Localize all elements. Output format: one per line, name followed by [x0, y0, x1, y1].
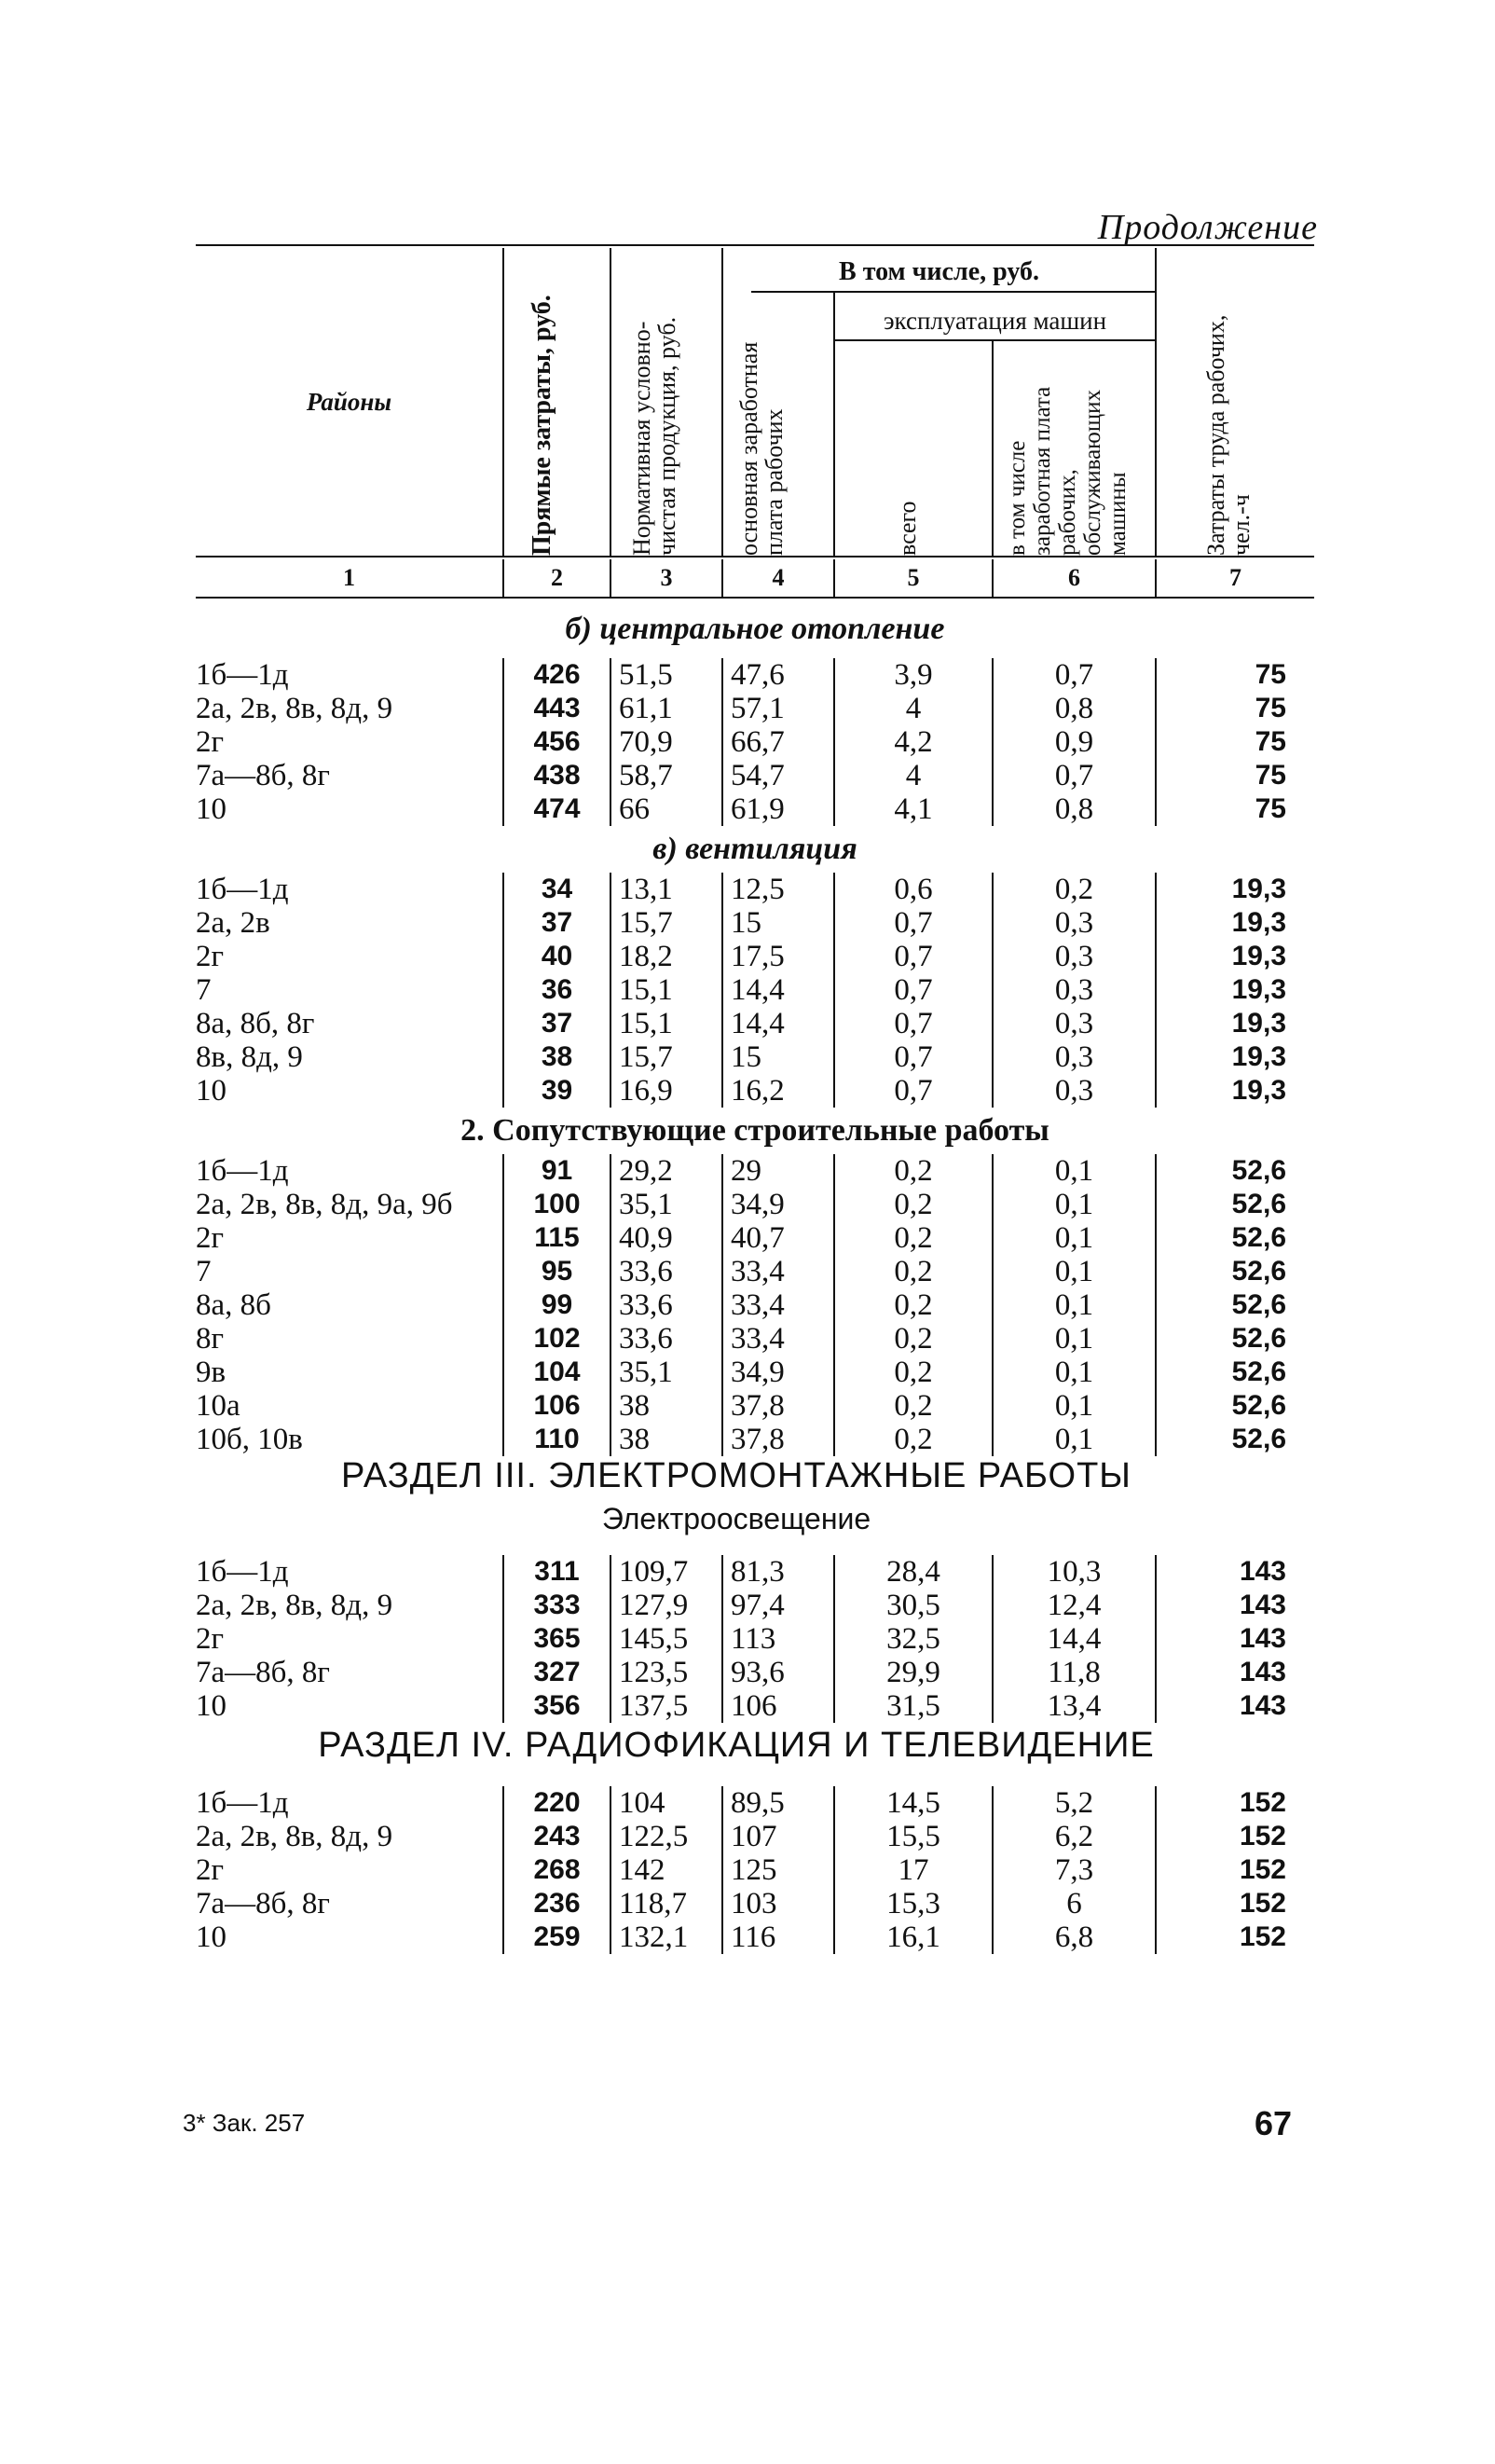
value-cell: 0,1 [993, 1255, 1156, 1288]
section-heading-row [196, 1456, 1314, 1555]
value-cell: 132,1 [610, 1920, 722, 1954]
value-cell: 12,4 [993, 1589, 1156, 1622]
value-cell: 236 [503, 1887, 610, 1920]
table-row [196, 1221, 1314, 1255]
value-cell: 3,9 [834, 658, 993, 692]
column-number: 6 [993, 559, 1156, 598]
region-cell: 2а, 2в, 8в, 8д, 9 [196, 1589, 503, 1622]
value-cell: 0,9 [993, 725, 1156, 759]
value-cell: 103 [722, 1887, 834, 1920]
section-title: б) центральное отопление [565, 612, 945, 646]
value-cell: 16,9 [610, 1074, 722, 1108]
region-cell: 2г [196, 1853, 503, 1887]
value-cell: 0,3 [993, 1007, 1156, 1040]
continuation-label: Продолжение [1097, 208, 1318, 247]
value-cell: 93,6 [722, 1656, 834, 1689]
value-cell: 0,2 [834, 1188, 993, 1221]
value-cell: 474 [503, 792, 610, 826]
value-cell: 0,2 [834, 1154, 993, 1188]
value-cell: 0,1 [993, 1154, 1156, 1188]
value-cell: 52,6 [1231, 1289, 1286, 1320]
value-cell: 11,8 [993, 1656, 1156, 1689]
table-row [196, 1820, 1314, 1853]
value-cell: 0,8 [993, 792, 1156, 826]
region-cell: 2а, 2в, 8в, 8д, 9а, 9б [196, 1188, 503, 1221]
value-cell: 30,5 [834, 1589, 993, 1622]
value-cell: 0,7 [834, 1007, 993, 1040]
value-cell: 37 [503, 1007, 610, 1040]
table-row [196, 940, 1314, 973]
value-cell: 102 [503, 1322, 610, 1356]
value-cell: 15,7 [610, 906, 722, 940]
region-cell: 8а, 8б [196, 1288, 503, 1322]
value-cell: 19,3 [1231, 874, 1286, 904]
value-cell: 33,6 [610, 1255, 722, 1288]
table-row [196, 692, 1314, 725]
value-cell: 17,5 [722, 940, 834, 973]
value-cell: 75 [1255, 726, 1286, 757]
value-cell: 0,7 [993, 658, 1156, 692]
value-cell: 106 [722, 1689, 834, 1723]
value-cell: 0,2 [834, 1288, 993, 1322]
column-number: 2 [503, 559, 610, 598]
value-cell: 13,4 [993, 1689, 1156, 1723]
table-row [196, 1786, 1314, 1820]
value-cell: 0,2 [993, 873, 1156, 906]
value-cell: 0,3 [993, 973, 1156, 1007]
section-title: в) вентиляция [652, 832, 857, 866]
value-cell: 47,6 [722, 658, 834, 692]
value-cell: 4 [834, 692, 993, 725]
value-cell: 38 [610, 1389, 722, 1423]
table-row [196, 873, 1314, 906]
value-cell: 15,1 [610, 1007, 722, 1040]
value-cell: 0,7 [834, 973, 993, 1007]
value-cell: 426 [503, 658, 610, 692]
value-cell: 142 [610, 1853, 722, 1887]
value-cell: 0,2 [834, 1322, 993, 1356]
value-cell: 109,7 [610, 1555, 722, 1589]
header-incl-wages: в том числе заработная плата рабочих, обслуживающих машины [1004, 386, 1131, 556]
value-cell: 37,8 [722, 1389, 834, 1423]
value-cell: 95 [503, 1255, 610, 1288]
header-including: В том числе, руб. [839, 257, 1039, 286]
value-cell: 152 [1239, 1854, 1286, 1885]
value-cell: 52,6 [1231, 1155, 1286, 1186]
value-cell: 19,3 [1231, 1075, 1286, 1106]
table-row [196, 1389, 1314, 1423]
table-row [196, 1423, 1314, 1456]
table-row [196, 1555, 1314, 1589]
value-cell: 365 [503, 1622, 610, 1656]
value-cell: 19,3 [1231, 1041, 1286, 1072]
value-cell: 54,7 [722, 759, 834, 792]
table-row [196, 1853, 1314, 1887]
value-cell: 61,1 [610, 692, 722, 725]
value-cell: 89,5 [722, 1786, 834, 1820]
value-cell: 0,3 [993, 906, 1156, 940]
value-cell: 243 [503, 1820, 610, 1853]
value-cell: 81,3 [722, 1555, 834, 1589]
value-cell: 0,3 [993, 940, 1156, 973]
value-cell: 152 [1239, 1821, 1286, 1851]
value-cell: 58,7 [610, 759, 722, 792]
region-cell: 9в [196, 1356, 503, 1389]
section-heading-row [196, 1723, 1314, 1786]
value-cell: 75 [1255, 760, 1286, 791]
region-cell: 8в, 8д, 9 [196, 1040, 503, 1074]
value-cell: 145,5 [610, 1622, 722, 1656]
value-cell: 0,1 [993, 1322, 1156, 1356]
value-cell: 15,5 [834, 1820, 993, 1853]
value-cell: 333 [503, 1589, 610, 1622]
value-cell: 4,1 [834, 792, 993, 826]
table-row [196, 1007, 1314, 1040]
header-base-wages: основная заработная плата рабочих [735, 341, 788, 556]
value-cell: 66,7 [722, 725, 834, 759]
table-row [196, 658, 1314, 692]
value-cell: 0,7 [834, 1040, 993, 1074]
table-row [196, 1074, 1314, 1108]
value-cell: 456 [503, 725, 610, 759]
value-cell: 34,9 [722, 1188, 834, 1221]
value-cell: 143 [1239, 1556, 1286, 1587]
value-cell: 0,2 [834, 1221, 993, 1255]
value-cell: 0,2 [834, 1255, 993, 1288]
value-cell: 6,8 [993, 1920, 1156, 1954]
value-cell: 15,3 [834, 1887, 993, 1920]
value-cell: 123,5 [610, 1656, 722, 1689]
table-row [196, 1255, 1314, 1288]
value-cell: 10,3 [993, 1555, 1156, 1589]
table-row [196, 1356, 1314, 1389]
value-cell: 356 [503, 1689, 610, 1723]
value-cell: 107 [722, 1820, 834, 1853]
value-cell: 15 [722, 1040, 834, 1074]
column-number: 5 [834, 559, 993, 598]
value-cell: 51,5 [610, 658, 722, 692]
region-cell: 10а [196, 1389, 503, 1423]
value-cell: 52,6 [1231, 1390, 1286, 1421]
region-cell: 8г [196, 1322, 503, 1356]
value-cell: 100 [503, 1188, 610, 1221]
value-cell: 66 [610, 792, 722, 826]
table-row [196, 1689, 1314, 1723]
value-cell: 34,9 [722, 1356, 834, 1389]
value-cell: 438 [503, 759, 610, 792]
value-cell: 52,6 [1231, 1222, 1286, 1253]
value-cell: 0,3 [993, 1040, 1156, 1074]
value-cell: 75 [1255, 659, 1286, 690]
region-cell: 7а—8б, 8г [196, 1656, 503, 1689]
value-cell: 31,5 [834, 1689, 993, 1723]
value-cell: 75 [1255, 693, 1286, 723]
header-machine-operation: эксплуатация машин [883, 307, 1107, 335]
value-cell: 52,6 [1231, 1189, 1286, 1219]
value-cell: 15,1 [610, 973, 722, 1007]
value-cell: 118,7 [610, 1887, 722, 1920]
region-cell: 10 [196, 1920, 503, 1954]
region-cell: 7 [196, 973, 503, 1007]
value-cell: 311 [503, 1555, 610, 1589]
value-cell: 40,7 [722, 1221, 834, 1255]
value-cell: 143 [1239, 1623, 1286, 1654]
column-number: 1 [196, 559, 503, 598]
value-cell: 5,2 [993, 1786, 1156, 1820]
value-cell: 38 [610, 1423, 722, 1456]
value-cell: 104 [610, 1786, 722, 1820]
value-cell: 91 [503, 1154, 610, 1188]
table-row [196, 792, 1314, 826]
value-cell: 0,7 [834, 1074, 993, 1108]
value-cell: 14,5 [834, 1786, 993, 1820]
header-total: всего [894, 501, 921, 556]
value-cell: 115 [503, 1221, 610, 1255]
section-subtitle: Электроосвещение [601, 1502, 871, 1535]
value-cell: 0,1 [993, 1423, 1156, 1456]
region-cell: 10б, 10в [196, 1423, 503, 1456]
value-cell: 19,3 [1231, 907, 1286, 938]
value-cell: 0,1 [993, 1356, 1156, 1389]
value-cell: 16,2 [722, 1074, 834, 1108]
value-cell: 137,5 [610, 1689, 722, 1723]
region-cell: 10 [196, 1689, 503, 1723]
value-cell: 19,3 [1231, 941, 1286, 971]
value-cell: 61,9 [722, 792, 834, 826]
value-cell: 443 [503, 692, 610, 725]
value-cell: 122,5 [610, 1820, 722, 1853]
region-cell: 2а, 2в, 8в, 8д, 9 [196, 1820, 503, 1853]
value-cell: 97,4 [722, 1589, 834, 1622]
value-cell: 17 [834, 1853, 993, 1887]
region-cell: 1б—1д [196, 1555, 503, 1589]
section-heading-row [196, 1108, 1314, 1154]
column-number: 4 [722, 559, 834, 598]
value-cell: 220 [503, 1786, 610, 1820]
value-cell: 0,1 [993, 1221, 1156, 1255]
region-cell: 2а, 2в [196, 906, 503, 940]
section-heading-row [196, 826, 1314, 873]
region-cell: 7 [196, 1255, 503, 1288]
value-cell: 0,1 [993, 1188, 1156, 1221]
value-cell: 38 [503, 1040, 610, 1074]
table-row [196, 1622, 1314, 1656]
table-row [196, 1154, 1314, 1188]
section-title: РАЗДЕЛ III. ЭЛЕКТРОМОНТАЖНЫЕ РАБОТЫ [341, 1456, 1132, 1495]
table-row [196, 1322, 1314, 1356]
header-regions: Районы [306, 387, 392, 416]
region-cell: 2г [196, 940, 503, 973]
region-cell: 2г [196, 1221, 503, 1255]
value-cell: 0,7 [834, 940, 993, 973]
value-cell: 18,2 [610, 940, 722, 973]
region-cell: 8а, 8б, 8г [196, 1007, 503, 1040]
order-number: 3* Зак. 257 [183, 2109, 306, 2137]
value-cell: 106 [503, 1389, 610, 1423]
value-cell: 0,7 [993, 759, 1156, 792]
value-cell: 52,6 [1231, 1424, 1286, 1454]
value-cell: 127,9 [610, 1589, 722, 1622]
value-cell: 35,1 [610, 1356, 722, 1389]
table-row [196, 1288, 1314, 1322]
value-cell: 4 [834, 759, 993, 792]
table-row [196, 725, 1314, 759]
value-cell: 52,6 [1231, 1256, 1286, 1287]
value-cell: 110 [503, 1423, 610, 1456]
value-cell: 14,4 [722, 1007, 834, 1040]
value-cell: 33,6 [610, 1288, 722, 1322]
value-cell: 29 [722, 1154, 834, 1188]
value-cell: 16,1 [834, 1920, 993, 1954]
value-cell: 15 [722, 906, 834, 940]
value-cell: 4,2 [834, 725, 993, 759]
value-cell: 39 [503, 1074, 610, 1108]
value-cell: 104 [503, 1356, 610, 1389]
value-cell: 125 [722, 1853, 834, 1887]
value-cell: 52,6 [1231, 1323, 1286, 1354]
region-cell: 1б—1д [196, 1786, 503, 1820]
region-cell: 7а—8б, 8г [196, 759, 503, 792]
column-number: 7 [1229, 564, 1241, 591]
table-row [196, 1656, 1314, 1689]
value-cell: 0,2 [834, 1356, 993, 1389]
value-cell: 259 [503, 1920, 610, 1954]
value-cell: 0,8 [993, 692, 1156, 725]
region-cell: 1б—1д [196, 873, 503, 906]
value-cell: 0,2 [834, 1389, 993, 1423]
value-cell: 99 [503, 1288, 610, 1322]
value-cell: 14,4 [993, 1622, 1156, 1656]
value-cell: 33,4 [722, 1288, 834, 1322]
region-cell: 7а—8б, 8г [196, 1887, 503, 1920]
value-cell: 327 [503, 1656, 610, 1689]
value-cell: 33,6 [610, 1322, 722, 1356]
value-cell: 32,5 [834, 1622, 993, 1656]
value-cell: 268 [503, 1853, 610, 1887]
value-cell: 52,6 [1231, 1356, 1286, 1387]
region-cell: 1б—1д [196, 658, 503, 692]
value-cell: 6,2 [993, 1820, 1156, 1853]
value-cell: 75 [1255, 793, 1286, 824]
value-cell: 143 [1239, 1690, 1286, 1721]
header-direct-costs: Прямые затраты, руб. [527, 295, 556, 556]
value-cell: 15,7 [610, 1040, 722, 1074]
value-cell: 37 [503, 906, 610, 940]
section-title: 2. Сопутствующие строительные работы [460, 1113, 1049, 1148]
table-row [196, 1920, 1314, 1954]
cost-table [196, 244, 1314, 1954]
table-row [196, 1887, 1314, 1920]
table-row [196, 759, 1314, 792]
value-cell: 28,4 [834, 1555, 993, 1589]
value-cell: 0,1 [993, 1389, 1156, 1423]
region-cell: 10 [196, 1074, 503, 1108]
header-normative-output: Нормативная условно-чистая продукция, руб. [628, 316, 680, 556]
value-cell: 0,3 [993, 1074, 1156, 1108]
value-cell: 12,5 [722, 873, 834, 906]
region-cell: 2г [196, 725, 503, 759]
value-cell: 70,9 [610, 725, 722, 759]
value-cell: 0,7 [834, 906, 993, 940]
table-row [196, 973, 1314, 1007]
value-cell: 13,1 [610, 873, 722, 906]
value-cell: 152 [1239, 1888, 1286, 1919]
page-number: 67 [1254, 2104, 1292, 2142]
value-cell: 37,8 [722, 1423, 834, 1456]
value-cell: 143 [1239, 1590, 1286, 1620]
section-heading-row [196, 600, 1314, 658]
header-labor-costs: Затраты труда рабочих, чел.-ч [1201, 314, 1255, 556]
region-cell: 1б—1д [196, 1154, 503, 1188]
region-cell: 2а, 2в, 8в, 8д, 9 [196, 692, 503, 725]
table-row [196, 906, 1314, 940]
value-cell: 33,4 [722, 1255, 834, 1288]
value-cell: 0,6 [834, 873, 993, 906]
value-cell: 0,1 [993, 1288, 1156, 1322]
value-cell: 0,2 [834, 1423, 993, 1456]
value-cell: 7,3 [993, 1853, 1156, 1887]
value-cell: 57,1 [722, 692, 834, 725]
value-cell: 152 [1239, 1787, 1286, 1818]
value-cell: 34 [503, 873, 610, 906]
region-cell: 2г [196, 1622, 503, 1656]
value-cell: 40 [503, 940, 610, 973]
value-cell: 29,2 [610, 1154, 722, 1188]
value-cell: 35,1 [610, 1188, 722, 1221]
column-number-row [196, 559, 1314, 598]
value-cell: 14,4 [722, 973, 834, 1007]
value-cell: 113 [722, 1622, 834, 1656]
column-number: 3 [610, 559, 722, 598]
region-cell: 10 [196, 792, 503, 826]
value-cell: 19,3 [1231, 974, 1286, 1005]
value-cell: 33,4 [722, 1322, 834, 1356]
table-row [196, 1188, 1314, 1221]
table-row [196, 1589, 1314, 1622]
value-cell: 36 [503, 973, 610, 1007]
value-cell: 6 [993, 1887, 1156, 1920]
section-title: РАЗДЕЛ IV. РАДИОФИКАЦИЯ И ТЕЛЕВИДЕНИЕ [318, 1725, 1155, 1765]
table-row [196, 1040, 1314, 1074]
value-cell: 152 [1239, 1921, 1286, 1952]
value-cell: 29,9 [834, 1656, 993, 1689]
value-cell: 143 [1239, 1657, 1286, 1687]
value-cell: 116 [722, 1920, 834, 1954]
value-cell: 40,9 [610, 1221, 722, 1255]
value-cell: 19,3 [1231, 1008, 1286, 1039]
